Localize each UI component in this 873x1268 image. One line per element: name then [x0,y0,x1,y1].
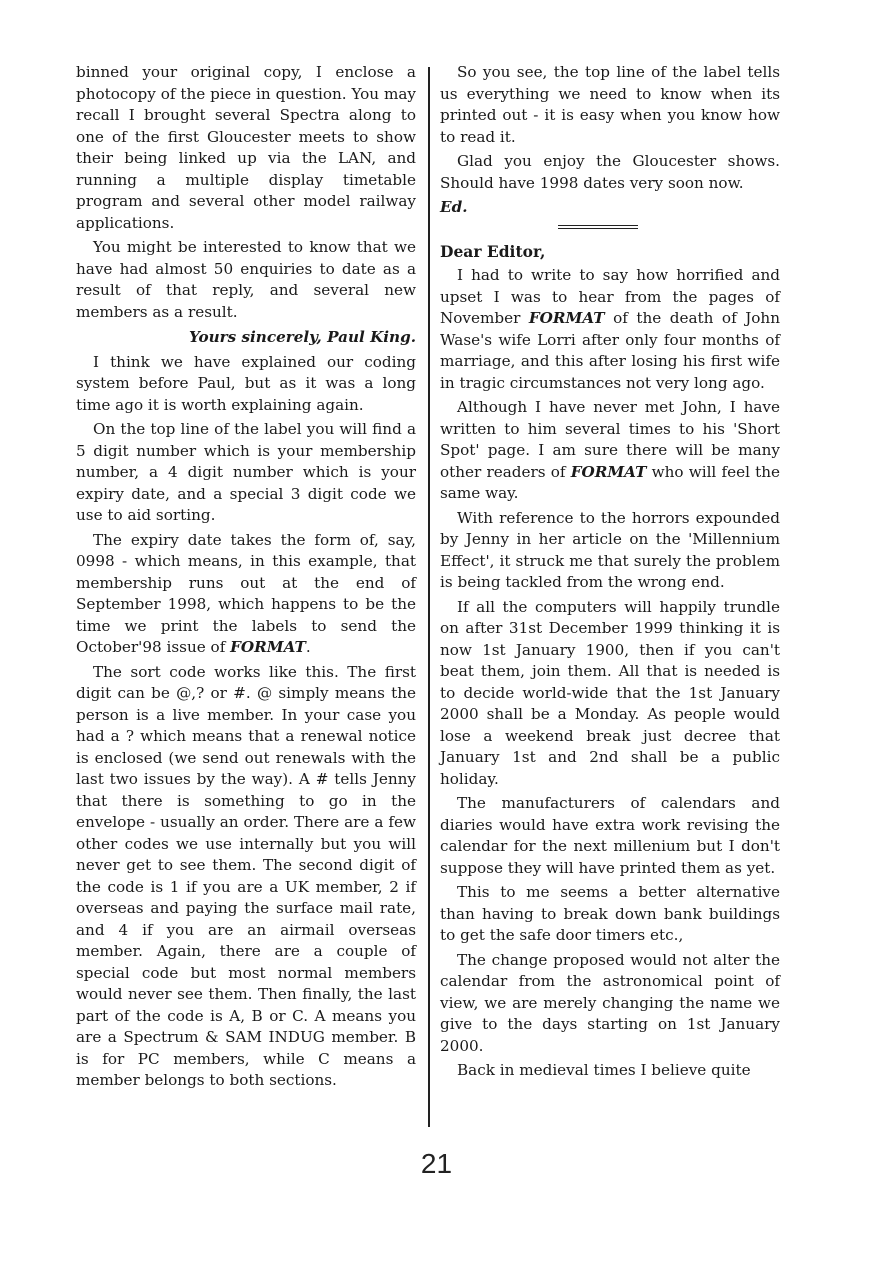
editor-signoff: Ed. [440,198,468,216]
paragraph-text: of the death of John Wase's wife Lorri after only four months of marriage, and this after losing his first wife in tragic circumstances not very long ago. [440,309,780,392]
paragraph: So you see, the top line of the label tells us everything we need to know when its printed out - it is easy when you know how to read it. [440,63,780,146]
paragraph: The change proposed would not alter the calendar from the astronomical point of view, we are merely changing the name we give to the days starting on 1st January 2000. [440,950,780,1055]
paragraph-text: Although I have never met John, I have written to him several times to his 'Short Spot' page. I am sure there will be many other readers of [440,398,780,481]
paragraph: The sort code works like this. The first digit can be @,? or #. @ simply means the person is a live member. In your case you had a ? which means that a renewal notice is enclosed (we send out renewals with the last two issues by the way). A # tells Jenny that there is something to go in the envelope - usually an order. There are a few other codes we use internally but you will never get to see them. The second digit of the code is 1 if you are a UK member, 2 if overseas and paying the surface mail rate, and 4 if you are an airmail overseas member. Again, there are a couple of special code but most normal members would never see them. Then finally, the last part of the code is A, B or C. A means you are a Spectrum & SAM INDUG member. B is for PC members, while C means a member belongs to both sections. [76,662,416,1089]
section-rule [558,225,638,229]
paragraph: The manufacturers of calendars and diaries would have extra work revising the calendar for the next millenium but I don't suppose they will have printed them as yet. [440,794,780,877]
magazine-name: FORMAT [570,462,647,481]
paragraph-text: who will feel the same way. [440,462,781,502]
paragraph: With reference to the horrors expounded by Jenny in her article on the 'Millennium Effect', it struck me that surely the problem is being tackled from the wrong end. [440,508,780,591]
paragraph-text: The expiry date takes the form of, say, 0998 - which means, in this example, that membership runs out at the end of September 1998, which happens to be the time we print the labels to send the October'98 issue of [76,530,416,656]
paragraph [440,265,780,394]
letter-heading: Dear Editor, [440,241,546,261]
letter-signoff: Yours sincerely, Paul King. [188,328,416,346]
paragraph: If all the computers will happily trundle on after 31st December 1999 thinking it is now 1st January 1900, then if you can't beat them, join them. All that is needed is to decide world-wide that the 1st January 2000 shall be a Monday. As people would lose a weekend break just decree that January 1st and 2nd shall be a public holiday. [440,597,780,788]
paragraph-text: . [305,638,311,656]
paragraph: Glad you enjoy the Gloucester shows. Should have 1998 dates very soon now. [440,152,780,192]
magazine-name: FORMAT [230,638,306,656]
page-number: 21 [420,1148,453,1179]
paragraph-text: I had to write to say how horrified and upset I was to hear from the pages of November [440,266,780,327]
paragraph: You might be interested to know that we have had almost 50 enquiries to date as a result of that reply, and several new members as a result. [76,238,416,321]
paragraph [440,397,780,505]
paragraph: On the top line of the label you will find a 5 digit number which is your membership number, a 4 digit number which is your expiry date, and a special 3 digit code we use to aid sorting. [76,420,416,524]
right-column [440,62,780,1085]
paragraph: Back in medieval times I believe quite [457,1061,751,1079]
paragraph: binned your original copy, I enclose a photocopy of the piece in question. You may recall I brought several Spectra along to one of the first Gloucester meets to show their being linked up via the LAN, and running a multiple display timetable program and several other model railway applications. [76,63,416,232]
column-divider [428,67,430,1127]
paragraph: This to me seems a better alternative than having to break down bank buildings to get the safe door timers etc., [440,883,780,944]
paragraph: I think we have explained our coding system before Paul, but as it was a long time ago it is worth explaining again. [76,352,416,414]
left-column [76,62,416,1095]
magazine-name: FORMAT [528,309,605,327]
paragraph [76,530,416,659]
